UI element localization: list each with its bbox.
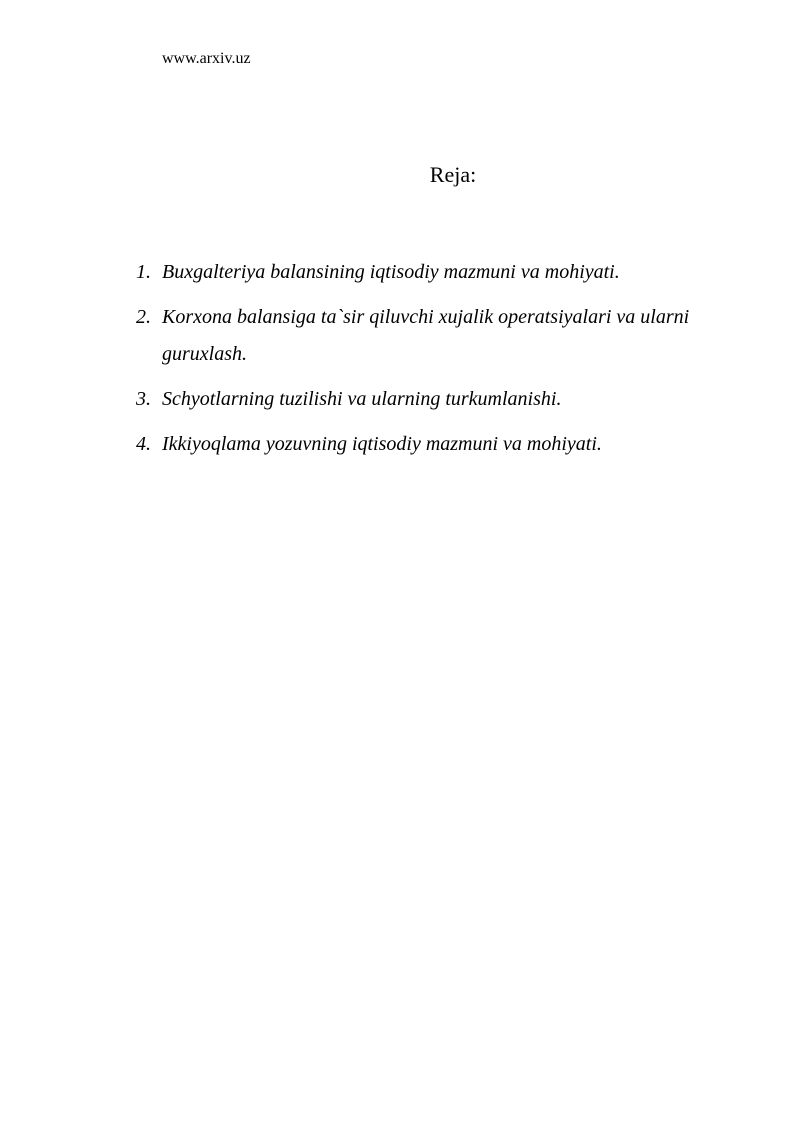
list-item-text: Korxona balansiga ta`sir qiluvchi xujalik operatsiyalari va ularni guruxlash. <box>162 306 690 365</box>
list-item <box>136 426 746 463</box>
page-title: Reja: <box>429 162 477 187</box>
list-item <box>136 381 746 418</box>
list-item-text: Buxgalteriya balansining iqtisodiy mazmuni va mohiyati. <box>162 261 620 283</box>
list-item-number: 2. <box>136 306 151 328</box>
list-item-number: 3. <box>136 388 151 410</box>
list-item-number: 1. <box>136 261 151 283</box>
list-item <box>136 254 746 291</box>
header-url: www.arxiv.uz <box>162 50 251 67</box>
list-item-number: 4. <box>136 433 151 455</box>
list-item-text: Schyotlarning tuzilishi va ularning turkumlanishi. <box>162 388 562 410</box>
plan-list <box>136 254 746 471</box>
list-item <box>136 299 746 373</box>
list-item-text: Ikkiyoqlama yozuvning iqtisodiy mazmuni va mohiyati. <box>162 433 602 455</box>
